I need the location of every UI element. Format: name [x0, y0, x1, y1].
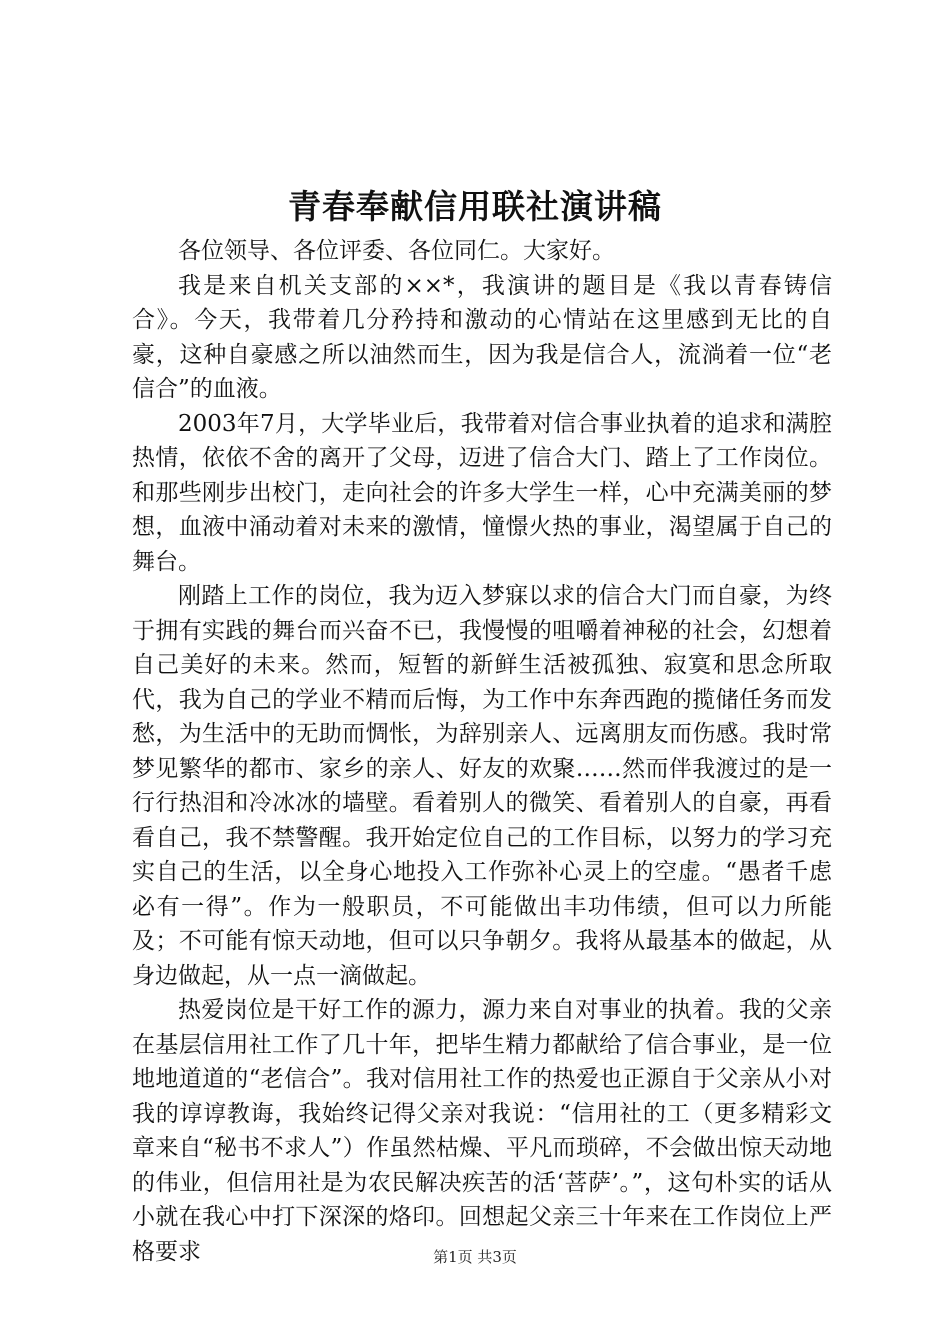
paragraph-intro: 我是来自机关支部的××*，我演讲的题目是《我以青春铸信合》。今天，我带着几分矜持和激动的心情站在这里感到无比的自豪，这种自豪感之所以油然而生，因为我是信合人，流淌着一位“老信合”的血液。: [132, 272, 832, 402]
paragraph-first-job: 刚踏上工作的岗位，我为迈入梦寐以求的信合大门而自豪，为终于拥有实践的舞台而兴奋不已，我慢慢的咀嚼着神秘的社会，幻想着自己美好的未来。然而，短暂的新鲜生活被孤独、寂寞和思念所取代，我为自己的学业不精而后悔，为工作中东奔西跑的揽储任务而发愁，为生活中的无助而惆怅，为辞别亲人、远离朋友而伤感。我时常梦见繁华的都市、家乡的亲人、好友的欢聚……然而伴我渡过的是一行行热泪和冷冰冰的墙壁。看着别人的微笑、看着别人的自豪，再看看自己，我不禁警醒。我开始定位自己的工作目标，以努力的学习充实自己的生活，以全身心地投入工作弥补心灵上的空虚。“愚者千虑必有一得”。作为一般职员，不可能做出丰功伟绩，但可以力所能及；不可能有惊天动地，但可以只争朝夕。我将从最基本的做起，从身边做起，从一点一滴做起。: [132, 583, 832, 989]
paragraph-greeting: 各位领导、各位评委、各位同仁。大家好。: [178, 238, 615, 264]
document-title: 青春奉献信用联社演讲稿: [288, 187, 662, 226]
page-footer: 第1页 共3页: [433, 1248, 517, 1266]
paragraph-graduation: 2003年7月，大学毕业后，我带着对信合事业执着的追求和满腔热情，依依不舍的离开了父母，迈进了信合大门、踏上了工作岗位。和那些刚步出校门，走向社会的许多大学生一样，心中充满美丽的梦想，血液中涌动着对未来的激情，憧憬火热的事业，渴望属于自己的舞台。: [132, 410, 832, 575]
paragraph-father: 热爱岗位是干好工作的源力，源力来自对事业的执着。我的父亲在基层信用社工作了几十年，把毕生精力都献给了信合事业，是一位地地道道的“老信合”。我对信用社工作的热爱也正源自于父亲从小对我的谆谆教诲，我始终记得父亲对我说：“信用社的工（更多精彩文章来自“秘书不求人”）作虽然枯燥、平凡而琐碎，不会做出惊天动地的伟业，但信用社是为农民解决疾苦的活‘菩萨’。”，这句朴实的话从小就在我心中打下深深的烙印。回想起父亲三十年来在工作岗位上严格要求: [132, 997, 832, 1265]
document-body: [132, 234, 832, 1269]
